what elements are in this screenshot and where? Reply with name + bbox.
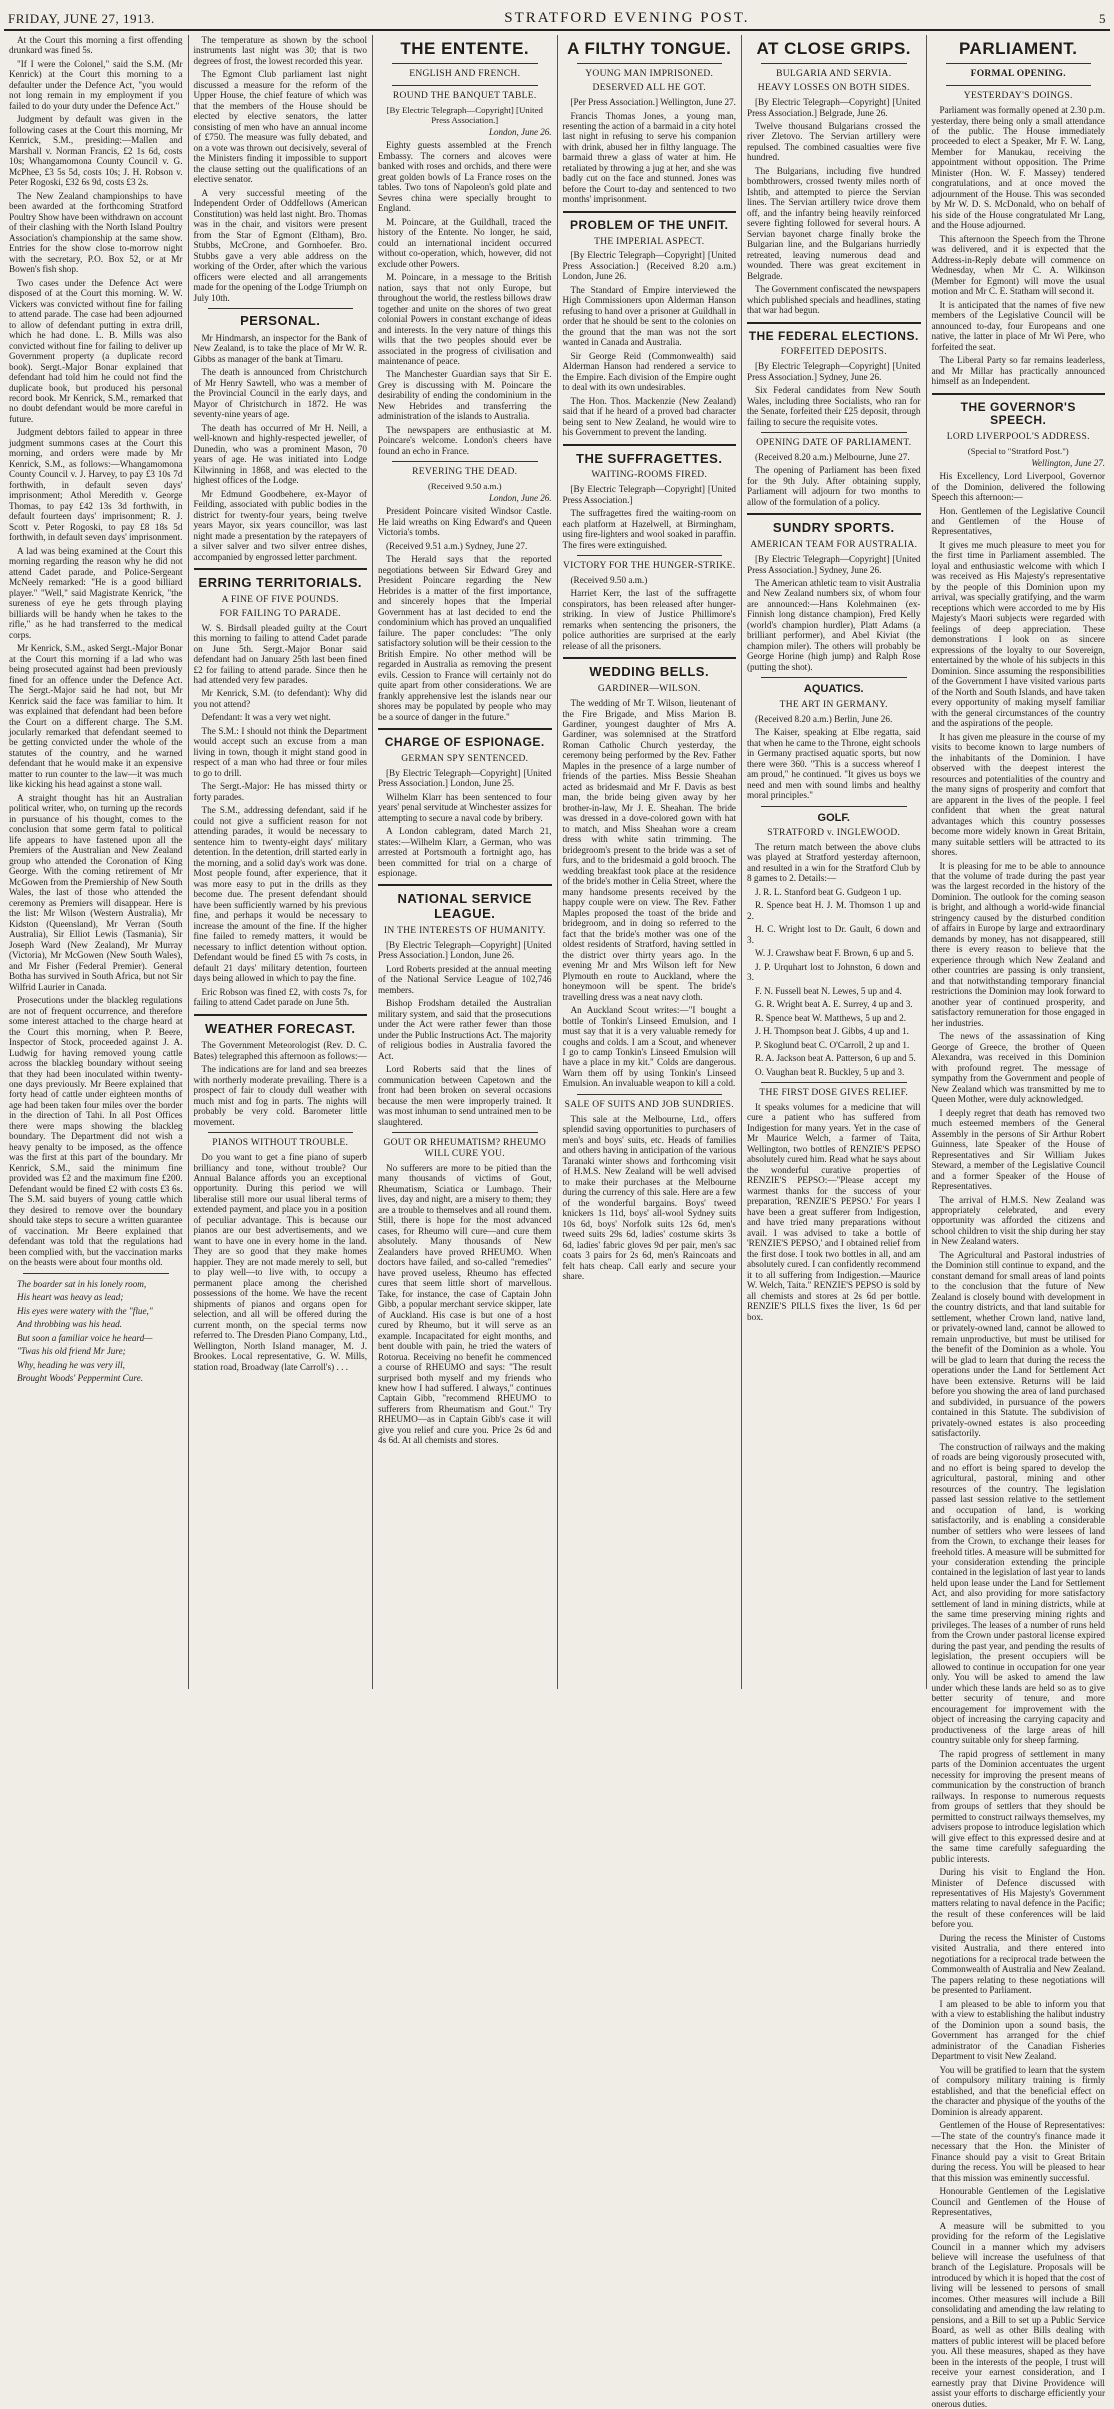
paragraph: Bishop Frodsham detailed the Australian military system, and said that the prosecutions under the Act were rather fewer than those under the Public Instructions Act. The majority of religious bodies in Australia favored the Act. (378, 998, 552, 1061)
erring-subhead: A FINE OF FIVE POUNDS. (221, 594, 339, 605)
golf-body (747, 842, 921, 1077)
paragraph: [By Electric Telegraph—Copyright] [United Press Association.] Sydney, June 26. (747, 554, 921, 575)
governor-special: (Special to "Stratford Post.") (967, 445, 1069, 456)
paragraph: The Standard of Empire interviewed the High Commissioners upon Alderman Hanson refusing to hand over a prisoner at Guildhall in order that he should be sent to the colonies on the ground that the man was not the sort wanted in Canada and Australia. (562, 284, 736, 348)
paragraph: [Per Press Association.] Wellington, June 27. (570, 97, 736, 108)
aquatics-subhead: THE ART IN GERMANY. (779, 699, 888, 710)
divider (194, 568, 368, 570)
filthy-subhead-2: DESERVED ALL HE GOT. (592, 83, 706, 94)
suffragettes-subhead: WAITING-ROOMS FIRED. (591, 470, 708, 481)
local-news (9, 35, 183, 1268)
divider (761, 1082, 907, 1083)
paragraph: (Received 9.51 a.m.) Sydney, June 27. (386, 540, 528, 551)
sale-body (563, 1114, 737, 1282)
paragraph: Defendant: It was a very wet night. (201, 712, 331, 723)
grips-subhead-2: HEAVY LOSSES ON BOTH SIDES. (757, 83, 910, 94)
paragraph: His Excellency, Lord Liverpool, Governor of the Dominion, delivered the following Speech this afternoon:— (931, 471, 1105, 503)
paragraph: "Twas his old friend Mr Jure; (17, 1346, 126, 1357)
nsl-headline: NATIONAL SERVICE LEAGUE. (397, 891, 532, 922)
paragraph: The Sergt.-Major: He has missed thirty or forty parades. (193, 781, 367, 802)
paragraph: You will be gratified to learn that the system of compulsory military training is firmly established, and that the beneficial effect on the character and physique of the youths of the Dominion is already apparent. (931, 2064, 1105, 2117)
paragraph: Twelve thousand Bulgarians crossed the river Zletovo. The Servian artillery were repulsed. The combined casualties were five hundred. (747, 121, 921, 163)
divider (577, 555, 723, 556)
paragraph: The suffragettes fired the waiting-room on each platform at Hazelwell, at Birmingham, using fire-lighters and wool soaked in paraffin. The fires were extinguished. (562, 508, 736, 550)
divider (208, 308, 354, 309)
entente-subhead-2: ROUND THE BANQUET TABLE. (392, 91, 537, 102)
paragraph: Gentlemen of the House of Representatives:—The state of the country's finance made it necessary that the Hon. the Minister of Finance should pay a visit to Great Britain during the recess. You will be pleased to hear that this mission was eminently successful. (931, 2120, 1105, 2183)
opening-body (747, 452, 921, 507)
paragraph: M. Poincare, in a message to the British nation, says that not only Europe, but throughout the world, the restless billows draw together and unite on the shores of two great colonial Powers in constant exchange of ideas and interests. In the very nature of things this wills that the two peoples should ever be associated in the progress of civilisation and maintenance of peace. (378, 272, 552, 366)
paragraph: The S.M., addressing defendant, said if he could not give a sufficient reason for not attending parades, it would be necessary to sentence him to twenty-eight days' military detention. In the detention, drill started early in the morning, and a solid day's work was done. Most people found, after experience, that it was more easy to put in the drills as they become due. The present defendant should have been sufficiently warned by his previous fine, and perhaps it would be necessary to increase the amount of the fine. If the higher fine failed to remedy matters, it would be necessary to inflict detention without option. Defendant would be fined £5 with 7s costs, in default 21 days' military detention, fourteen days being allowed in which to pay the fine. (193, 805, 367, 984)
filthy-headline: A FILTHY TONGUE. (567, 39, 732, 58)
paragraph: During the recess the Minister of Customs visited Australia, and there entered into negotiations for a reciprocal trade between the Commonwealth of Australia and New Zealand. The papers relating to these negotiations will be presented to Parliament. (931, 1932, 1105, 1996)
paragraph: Parliament was formally opened at 2.30 p.m. yesterday, there being only a small attendance of the public. The House immediately proceeded to elect a Speaker, Mr F. W. Lang, Member for Manukau, receiving the appointment without opposition. The Prime Minister (Hon. W. F. Massey) tendered congratulations, and at once moved the adjournment of the House. This was seconded by Mr W. D. S. McDonald, who on behalf of his side of the House congratulated Mr Lang, and the House adjourned. (931, 105, 1105, 231)
column-2 (189, 35, 374, 1689)
divider (577, 63, 723, 64)
paragraph: It speaks volumes for a medicine that will cure a patient who has suffered from Indigestion for many years. Yet in the case of Mr Maurice Welch, a farmer of Taita, Wellington, two bottles of RENZIE'S PEPSO absolutely cured him. Read what he says about the wonderful curative properties of RENZIE'S PEPSO:—"Please accept my warmest thanks for the success of your preparation, 'RENZIE'S PEPSO.' For years I have been a great sufferer from Indigestion, and have tried many preparations without avail. I was advised to take a bottle of 'RENZIE'S PEPSO,' and I obtained relief from the first dose. I took two bottles in all, and am absolutely cured. I can confidently recommend it to all suffering from Indigestion.—Maurice W. Welch, Taita." RENZIE'S PEPSO is sold by all chemists and stores at 2s 6d per bottle. RENZIE'S PILLS fixes the liver, 1s 6d per box. (747, 1101, 921, 1322)
relief-headline: THE FIRST DOSE GIVES RELIEF. (759, 1088, 909, 1099)
column-4 (558, 35, 743, 1689)
paragraph: Lord Roberts presided at the annual meeting of the National Service League of 102,746 members. (378, 963, 552, 995)
pianos-body (194, 1152, 368, 1372)
personal-headline: PERSONAL. (240, 313, 321, 329)
paragraph: A measure will be submitted to you providing for the reform of the Legislative Council in a manner which my advisers believe will increase the usefulness of that branch of the Legislature. Proposals will be introduced by which it is hoped that the cost of living will be lessened to persons of small incomes. Other measures will include a Bill consolidating and amending the law relating to pensions, and a Bill to set up a Public Service Board, as well as other Bills dealing with matters of public interest will be placed before you. All these measures, shaped as they have been in the interests of the people, I trust will receive your earnest consideration, and I earnestly pray that Divine Providence will assist your efforts to discharge efficiently your onerous duties. (931, 2220, 1105, 2409)
paragraph: The Manchester Guardian says that Sir E. Grey is discussing with M. Poincare the desirability of ending the condominium in the New Hebrides and transferring the administration of the islands to Australia. (378, 369, 552, 422)
divider (761, 432, 907, 433)
column-6 (927, 35, 1111, 2409)
page-number: 5 (1098, 11, 1106, 26)
nsl-body (378, 940, 552, 1127)
wedding-headline: WEDDING BELLS. (589, 664, 710, 680)
paragraph: The return match between the above clubs was played at Stratford yesterday afternoon, and resulted in a win for the Stratford Club by 8 games to 2. Details:— (747, 841, 921, 884)
divider (392, 1132, 538, 1133)
paragraph: W. J. Crawshaw beat F. Brown, 6 up and 5. (755, 948, 914, 959)
governor-headline: THE GOVERNOR'S SPEECH. (960, 399, 1076, 428)
paragraph: The temperature as shown by the school instruments last night was 30; that is two degrees of frost, the lowest recorded this year. (193, 35, 367, 66)
paragraph: The news of the assassination of King George of Greece, the brother of Queen Alexandra, was received in this Dominion with profound regret. The message of sympathy from the Government and people of New Zealand which was transmitted by me to Queen Mother, were duly acknowledged. (931, 1031, 1105, 1105)
paragraph: It has given me pleasure in the course of my visits to become known to large numbers of the inhabitants of the Dominion. I have observed with the deepest interest the resources and potentialities of the country and the many signs of prosperity and comfort that are apparent in the lives of the people. I feel confident that when the great natural advantages which this country possesses become more widely known in Great Britain, many suitable settlers will be attracted to its shores. (931, 731, 1105, 858)
divider (378, 884, 552, 886)
parliament-body (932, 105, 1106, 387)
revering-received: (Received 9.50 a.m.) (427, 481, 502, 492)
paragraph: Lord Roberts said that the lines of communication between Capetown and the front had been broken on several occasions because the men were improperly trained. It was most inhuman to send untrained men to be slaughtered. (378, 1064, 552, 1127)
paragraph: Do you want to get a fine piano of superb brilliancy and tone, without trouble? Our Annual Balance affords you an exceptional opportunity. During this period we will liberalise still more our usual liberal terms of extended payment, and place you in a position of peculiar advantage. This is because our pianos are our best advertisements, and we want to have one in every home in the land. They are so good that they make homes happier. They are not made merely to sell, but to play well—to live with, to occupy a permanent place among the cherished possessions of the home. We have the recent shipments of pianos and organs open for selection, and all will be offered during the current month, on the special terms now referred to. The Dresden Piano Company, Ltd., Wellington, North Island manager, M. J. Brookes. Local representative, G. W. Mills, station road, Broadway (late Carroll's) . . . (193, 1152, 367, 1372)
opening-headline: OPENING DATE OF PARLIAMENT. (756, 438, 912, 449)
divider (761, 63, 907, 64)
divider (932, 393, 1106, 395)
divider (392, 85, 538, 86)
paragraph: The Herald says that the reported negotiations between Sir Edward Grey and President Poincare regarding the New Hebrides is a matter of the first importance, and sincerely hopes that the Imperial Government has at last decided to end the condominium which has proved an unqualified failure. The paper concludes: "The only satisfactory solution will be their cession to the British Empire. No other method will be regarded in Australia as removing the present evils. Cession to France will certainly not do quite apart from other considerations. We are frankly apprehensive lest the islands near our shores may be populated by people who may be a source of danger in the future." (378, 554, 552, 722)
espionage-body (378, 768, 552, 879)
divider (392, 461, 538, 462)
divider (208, 1132, 354, 1133)
paragraph: [By Electric Telegraph—Copyright] [United Press Association.] (562, 484, 736, 505)
pianos-headline: PIANOS WITHOUT TROUBLE. (212, 1138, 349, 1149)
entente-dateline: London, June 26. (489, 127, 552, 138)
paragraph: [By Electric Telegraph—Copyright] [United Press Association.] Sydney, June 26. (747, 361, 921, 382)
divider (761, 677, 907, 678)
paragraph: The indications are for land and sea breezes with northerly moderate prevailing. There is a prospect of fair to cloudy dull weather with much mist and fog in parts. The nights will probably be very cold. Barometer little movement. (193, 1064, 367, 1127)
gout-body (378, 1163, 552, 1446)
paragraph: Prosecutions under the blackleg regulations are not of frequent occurrence, and therefore some interest attached to the charge heard at the Court this morning, when P. Beere, Inspector of Stock, proceeded against J. A. Ludwig for having removed young cattle across the blackleg boundary without seeing that they had been inoculated within twenty-one days previously. Mr Beere explained that forty head of cattle under eighteen months of age had been taken four miles over the border in the direction of Tahi. In all Post Offices there were maps showing the blackleg boundary. The Department did not wish a heavy penalty to be imposed, as the offence was the first at this part of the boundary. Mr Kenrick, S.M., said the minimum fine provided was £2 and the maximum fine £200. Defendant would be fined £2 with costs £3 6s. The S.M. said buyers of young cattle which they desired to remove over the boundary should take steps to secure a written guarantee of vaccination. Mr Beere explained that defendant was told that the regulations had been complied with, but the vaccination marks on the beasts were about four months old. (9, 995, 183, 1268)
paragraph: (Received 8.20 a.m.) Berlin, June 26. (755, 713, 893, 724)
paragraph: Eighty guests assembled at the French Embassy. The corners and alcoves were banked with roses and orchids, and there were great golden bowls of La France roses on the tables. Two tons of Napoleon's gold plate and Sevres china were specially brought to England. (378, 140, 552, 214)
paragraph: Judgment by default was given in the following cases at the Court this morning, Mr Kenrick, S.M., presiding:—Mallen and Marshall v. Norman Francis, £2 1s 6d, costs 10s; Whangamomona County Council v. G. McPhee, £3 5s 5d, costs 10s; J. H. Robson v. Peter Rogoski, £32 6s 9d, costs £3 2s. (9, 114, 183, 188)
paragraph: Wilhelm Klarr has been sentenced to four years' penal servitude at Winchester assizes for attempting to secure a naval code by bribery. (378, 791, 552, 823)
paragraph: The arrival of H.M.S. New Zealand was appropriately celebrated, and every opportunity was afforded the citizens and school children to visit the ship during her stay in New Zealand waters. (931, 1194, 1105, 1247)
sundry-headline: SUNDRY SPORTS. (772, 520, 895, 536)
entente-body (378, 140, 552, 456)
paragraph: R. A. Jackson beat A. Patterson, 6 up and 5. (755, 1053, 916, 1064)
entente-headline: THE ENTENTE. (400, 39, 530, 58)
paragraph: It gives me much pleasure to meet you for the first time in Parliament assembled. The loyal and enthusiastic welcome with which I was received as His Majesty's representative by the people of this Dominion upon my arrival, was specially gratifying, and the warm receptions which were accorded to me by His Majesty's Maori subjects were regarded with feelings of deep appreciation. These demonstrations I look on as sincere expressions of the loyalty to our Sovereign, entertained by the whole of his subjects in this Dominion. Since assuming the responsibilities of the Government I have visited various parts of the North and South Islands, and have taken every opportunity of making myself familiar with the general circumstances of the country and the aspirations of the people. (931, 539, 1105, 729)
victory-headline: VICTORY FOR THE HUNGER-STRIKE. (563, 561, 736, 572)
golf-subhead: STRATFORD v. INGLEWOOD. (767, 828, 901, 839)
paragraph: I deeply regret that death has removed two much esteemed members of the General Assembly in the persons of Sir Arthur Robert Guinness, late Speaker of the House of Representatives and Sir William Jukes Steward, a member of the Legislative Council and a former Speaker of the House of Representatives. (931, 1107, 1105, 1192)
paragraph: J. H. Thompson beat J. Gibbs, 4 up and 1. (755, 1026, 909, 1037)
governor-subhead: LORD LIVERPOOL'S ADDRESS. (946, 431, 1090, 442)
federal-headline: THE FEDERAL ELECTIONS. (748, 328, 919, 343)
erring-body (194, 623, 368, 1008)
paragraph: The newspapers are enthusiastic at M. Poincare's welcome. London's cheers have found an echo in France. (378, 424, 552, 456)
column-1 (4, 35, 189, 1689)
paragraph: R. Spence beat H. J. M. Thomson 1 up and 2. (747, 900, 921, 921)
paragraph: The Government Meteorologist (Rev. D. C. Bates) telegraphed this afternoon as follows:— (193, 1040, 367, 1061)
column-3 (373, 35, 558, 1689)
grips-subhead: BULGARIA AND SERVIA. (776, 69, 892, 80)
entente-credit: [By Electric Telegraph—Copyright] [United Press Association.] (386, 105, 543, 126)
divider (747, 513, 921, 515)
paragraph: [By Electric Telegraph—Copyright] [United Press Association.] (Received 8.20 a.m.) London, June 26. (562, 250, 736, 282)
paragraph: At the Court this morning a first offending drunkard was fined 5s. (9, 35, 183, 56)
paragraph: "If I were the Colonel," said the S.M. (Mr Kenrick) at the Court this morning to a defaulter under the Defence Act, "you would not long remain in my employment if you failed to do your duty under the Defence Act." (9, 58, 183, 111)
paragraph: But soon a familiar voice he heard— (17, 1332, 153, 1343)
paragraph: The opening of Parliament has been fixed for the 9th July. After obtaining supply, Parliament will adjourn for two months to allow of the formulation of a policy. (747, 465, 921, 507)
divider (392, 63, 538, 64)
divider (946, 85, 1092, 86)
erring-subhead-2: FOR FAILING TO PARADE. (219, 608, 341, 619)
paragraph: W. S. Birdsall pleaded guilty at the Court this morning to failing to attend Cadet parade on June 5th. Sergt.-Major Bonar said defendant had on January 25th last been fined £2 for failing to attend parade. Since then he had attended very few parades. (193, 622, 367, 685)
paragraph: During his visit to England the Hon. Minister of Defence discussed with representatives of His Majesty's Government matters relating to naval defence in the Pacific; the result of these conferences will be laid before you. (931, 1867, 1105, 1930)
paragraph: And throbbing was his head. (17, 1319, 123, 1330)
paragraph: The Egmont Club parliament last night discussed a measure for the reform of the Upper House, the chief feature of which was that the members of the House should be elected by elective senators, the latter consisting of men who have an annual income of £750. The measure was fully debated, and on a vote was thrown out decisively, several of the Ministers finding it impossible to support the clause setting out the qualifications of an elective senator. (193, 69, 367, 185)
espionage-subhead: GERMAN SPY SENTENCED. (401, 753, 529, 764)
relief-body (747, 1102, 921, 1322)
paragraph: The construction of railways and the making of roads are being vigorously prosecuted with, and no effort is being spared to develop the agricultural, pastoral, mining and other resources of the country. The legislation passed last session relative to the settlement and occupation of land, is working satisfactorily, and is enabling a considerable number of settlers who were lessees of land from the Crown, to exchange their leases for freehold titles. A measure will be submitted for your consideration extending the principle contained in the legislation of last year to lands held upon lease under the Land for Settlement Act, and also providing for more satisfactory settlement of land in mining districts, while at the same time preserving mining rights and privileges. The leases of a number of runs held from the Crown under pastoral license expired during the past year, and pending the results of legislation, the present occupiers will be allowed to continue in occupation for one year only. You will be asked to amend the law under which these lands are held so as to give better security of tenure, and more encouragement for improvement with the object of increasing the carrying capacity and productiveness of the large areas of hill country suitable only for sheep farming. (931, 1441, 1105, 1746)
sale-headline: SALE OF SUITS AND JOB SUNDRIES. (564, 1099, 734, 1110)
aquatics-body (747, 714, 921, 801)
grips-body (747, 97, 921, 316)
gout-headline: GOUT OR RHEUMATISM? RHEUMO WILL CURE YOU. (383, 1138, 547, 1159)
paragraph: Brought Woods' Peppermint Cure. (17, 1373, 143, 1384)
suffragettes-body (563, 484, 737, 550)
revering-headline: REVERING THE DEAD. (412, 467, 518, 478)
divider (23, 1273, 169, 1274)
aquatics-headline: AQUATICS. (803, 683, 864, 696)
paragraph: The New Zealand championships to have been awarded at the forthcoming Stratford Poultry Show have been withdrawn on account of their clashing with the North Island Poultry Association's championship at the same show. Entries for the show close to-morrow night with the secretary, P.O. Box 52, or at Mr Bowen's fish shop. (9, 190, 183, 275)
divider (378, 728, 552, 730)
paragraph: This afternoon the Speech from the Throne was delivered, and it is expected that the Address-in-Reply debate will commence on Wednesday, when Mr C. A. Wilkinson (Member for Egmont) will move the usual motion and Mr C. E. Statham will second it. (931, 233, 1105, 297)
filthy-body (563, 97, 737, 205)
grips-headline: AT CLOSE GRIPS. (756, 39, 912, 58)
paragraph: It is pleasing for me to be able to announce that the volume of trade during the past year was the largest recorded in the history of the Dominion. The outlook for the coming season is bright, and although a world-wide financial stringency caused by the disturbed condition of affairs in Europe by large and extraordinary demands by money, has not disappeared, still there is every reason to believe that the experience through which New Zealand and other countries are passing is only transient, and that notwithstanding temporary financial restrictions the Dominion may look forward to another year of continued prosperity, and satisfactory remuneration for those engaged in her industries. (931, 860, 1105, 1028)
paragraph: The Liberal Party so far remains leaderless, and Mr Millar has practically announced himself as an Independent. (931, 355, 1105, 387)
divider (577, 1094, 723, 1095)
paragraph: The American athletic team to visit Australia and New Zealand numbers six, of whom four are announced:—Hans Kolehmainen (ex-Finnish long distance champion), Fred Kelly (world's champion hurdler), Platt Adams (a brilliant performer), and Abel Kiviat (the champion miler). The others will probably be George Horine (high jump) and Ralph Rose (putting the shot). (747, 577, 921, 672)
erring-headline: ERRING TERRITORIALS. (198, 575, 363, 591)
columns (4, 35, 1110, 2409)
column-5 (742, 35, 927, 1689)
governor-body (932, 471, 1106, 2409)
parliament-headline: PARLIAMENT. (958, 39, 1078, 58)
weather-body (194, 1040, 368, 1127)
paragraph: R. Spence beat W. Matthews, 5 up and 2. (755, 1012, 907, 1023)
paragraph: M. Poincare, at the Guildhall, traced the history of the Entente. No longer, he said, could an international incident occurred without co-operation, which, however, did not exclude other Powers. (378, 216, 552, 269)
paragraph: (Received 9.50 a.m.) (570, 574, 648, 585)
paragraph: It is anticipated that the names of five new members of the Legislative Council will be announced to-day, four Europeans and one native, the latter in place of Mr Wi Pere, who forfeited the seat. (931, 299, 1105, 352)
paragraph: G. R. Wright beat A. E. Surrey, 4 up and 3. (755, 999, 913, 1010)
parliament-subhead-2: YESTERDAY'S DOINGS. (963, 91, 1073, 102)
paragraph: [By Electric Telegraph—Copyright] [United Press Association.] Belgrade, June 26. (747, 97, 921, 118)
wedding-body (563, 698, 737, 1089)
paragraph: Two cases under the Defence Act were disposed of at the Court this morning. W. W. Vickers was convicted without fine for failing to attend parade. The case had been adjourned to allow of defendant putting in extra drill, which he had done. L. B. Mills was also convicted without fine for failing to deliver up Government property (a duplicate record book). Sergt.-Major Bonar explained that defendant had told him he could not find the duplicate book, but produced his personal record book. Mr Kenrick, S.M., remarked that no doubt defendant would be more careful in future. (9, 277, 183, 424)
paragraph: A straight thought has hit an Australian political writer, who, on turning up the records in pursuance of his thought, comes to the conclusion that some germ fatal to political life appears to have fastened upon all the Premiers of the Australian and New Zealand group who attended the Coronation of King George. With the coming retirement of Mr McGowen from the Premiership of New South Wales, the last of those who attended the ceremony as Premiers will disappear. Here is the list: Mr Wilson (Western Australia), Mr Kidston (Queensland), Mr Verran (South Australia), Sir Elliot Lewis (Tasmania), Sir Joseph Ward (New Zealand), Mr Murray (Victoria), Mr McGowen (New South Wales), and Mr Fisher (Federal Premier). General Botha has survived in South Africa, but not Sir Wilfrid Laurier in Canada. (9, 792, 183, 992)
paragraph: President Poincare visited Windsor Castle. He laid wreaths on King Edward's and Queen Victoria's tombs. (378, 506, 552, 538)
paragraph: Eric Robson was fined £2, with costs 7s, for failing to attend Cadet parade on June 5th. (193, 986, 367, 1008)
paragraph: A very successful meeting of the Independent Order of Oddfellows (American Constitution) was held last night. Bro. Thomas was in the chair, and visitors were present from the Star of Egmont (Eltham), Bro. Stubbs, McCrone, and Gornhoefer. Bro. Stubbs gave a very able address on the working of the Order, after which the various officers were elected and all arrangements made for the opening of the Lodge Triumph on July 10th. (193, 187, 367, 303)
victory-body (563, 575, 737, 651)
issue-date: FRIDAY, JUNE 27, 1913. (8, 11, 155, 26)
paragraph: The Agricultural and Pastoral industries of the Dominion still continue to expand, and the constant demand for small areas of land points to the conclusion that the future of New Zealand is closely bound with development in the country districts, and that land suitable for settlement, whether Crown land, native land, or privately-owned land, cannot be allowed to remain unproductive, but must be utilised for the benefit of the Dominion as a whole. You will be glad to learn that during the recess the operations under the Land for Settlement Act have been extensive. Returns will be laid before you showing the area of land purchased and subdivided, in pursuance of the powers contained in this Statute. The subdivision of privately-owned estates is also proceeding satisfactorily. (931, 1249, 1105, 1439)
golf-headline: GOLF. (817, 811, 850, 824)
sundry-body (747, 554, 921, 672)
paragraph: [By Electric Telegraph—Copyright] [United Press Association.] London, June 25. (378, 767, 552, 789)
suffragettes-headline: THE SUFFRAGETTES. (576, 450, 723, 466)
weather-headline: WEATHER FORECAST. (204, 1020, 356, 1036)
entente-subhead: ENGLISH AND FRENCH. (409, 69, 521, 80)
paragraph: The boarder sat in his lonely room, (17, 1278, 147, 1289)
revering-body (378, 506, 552, 722)
paragraph: The Bulgarians, including five hundred bombthrowers, crossed twenty miles north of Ishtib, and attempted to pierce the Servian lines. The Servian artillery twice drove them off, and the infantry being heavily reinforced severe fighting followed for several hours. A Servian bayonet charge finally broke the Bulgarian line, and the Bulgarians hurriedly retreated, leaving numerous dead and wounded. There was great excitement in Belgrade. (747, 165, 921, 281)
peppermint-verse (9, 1279, 183, 1384)
paragraph: The S.M.: I should not think the Department would accept such an excuse from a man living in town, though it might stand good in respect of a man who had three or four miles to go to drill. (193, 725, 367, 778)
paragraph: The Hon. Thos. Mackenzie (New Zealand) said that if he heard of a proved bad character being sent to New Zealand, he would wire to his Government to prevent the landing. (562, 395, 736, 438)
revering-dateline: London, June 26. (489, 493, 552, 504)
paragraph: The Government confiscated the newspapers which published specials and headlines, stating that war had begun. (747, 284, 921, 316)
paragraph: Why, heading he was very ill, (17, 1359, 125, 1370)
paragraph: Six Federal candidates from New South Wales, including three Socialists, who ran for the Senate, forfeited their £25 deposit, through failing to secure the requisite votes. (747, 385, 921, 427)
paragraph: An Auckland Scout writes:—"I bought a bottle of Tonkin's Linseed Emulsion, and I must say that it is a very valuable remedy for coughs and colds. I am a Scout, and whenever I go to camp Tonkin's Linseed Emulsion will have a place in my kit." Colds are dangerous. Warn them off by using Tonkin's Linseed Emulsion. An invaluable weapon to kill a cold. (562, 1005, 736, 1089)
divider (563, 211, 737, 213)
paragraph: J. R. L. Stanford beat G. Gudgeon 1 up. (755, 886, 902, 897)
masthead (4, 3, 1110, 31)
sundry-subhead: AMERICAN TEAM FOR AUSTRALIA. (750, 540, 918, 551)
paragraph: Judgment debtors failed to appear in three judgment summons cases at the Court this morning, and orders were made by Mr Kenrick, S.M., as follows:—Whangamomona County Council v. J. Harvey, to pay £3 10s 7d forthwith, in default seven days' imprisonment; Athol Meredith v. George Thomas, to pay £42 13s 3d forthwith, in default fourteen days' imprisonment; R. J. Scott v. Peter Rogoski, to pay £8 18s 5d forthwith, in default seven days' imprisonment. (9, 427, 183, 543)
nsl-subhead: IN THE INTERESTS OF HUMANITY. (383, 926, 546, 937)
unfit-subhead: THE IMPERIAL ASPECT. (594, 236, 705, 247)
paragraph: The rapid progress of settlement in many parts of the Dominion accentuates the urgent necessity for improving the present means of communication by the construction of branch railways. In response to numerous requests from groups of settlers that they should be permitted to construct railways themselves, my advisers propose to introduce legislation which will give effect to this expressed desire and at the same time carefully safeguarding the public interests. (931, 1748, 1105, 1864)
paragraph: (Received 8.20 a.m.) Melbourne, June 27. (755, 451, 910, 462)
paragraph: The death is announced from Christchurch of Mr Henry Sawtell, who was a member of the Provincial Council in the early days, and Mayor of Christchurch in 1872. He was seventy-nine years of age. (193, 367, 367, 420)
paragraph: P. Skoglund beat C. O'Carroll, 2 up and 1. (755, 1039, 910, 1050)
paragraph: The death has occurred of Mr H. Neill, a well-known and highly-respected jeweller, of Dunedin, who was a prominent Mason, 70 years of age. He was initiated into Lodge Kilwinning in 1868, and was elected to the highest offices of the Lodge. (193, 422, 367, 486)
filthy-subhead: YOUNG MAN IMPRISONED. (585, 69, 714, 80)
paragraph: Mr Kenrick, S.M., asked Sergt.-Major Bonar at the Court this morning if a lad who was being prosecuted against had been previously fined for an offence under the Defence Act. The Sergt.-Major said he had not, but Mr Kenrick said the face was familiar to him. It was explained that defendant had been before the Court on a different charge. The S.M. jocularly remarked that defendant seemed to be getting convicted under the whole of the statutes of the country, and he warned defendant that he would make it an expensive matter to run counter to the law—it was much like kicking his head against a stone wall. (9, 643, 183, 790)
paragraph: His heart was heavy as lead; (17, 1292, 124, 1303)
paragraph: Harriet Kerr, the last of the suffragette conspirators, has been released after hunger-striking. In view of Justice Phillimore's remarks when sentencing the prisoners, the police authorities are surprised at the early release of all the prisoners. (562, 588, 736, 651)
paragraph: Francis Thomas Jones, a young man, resenting the action of a barmaid in a city hotel last night in refusing to serve his companion with drink, abused her in filthy language. The barmaid threw a glass of water at him. He retaliated by throwing a jug at her, and she was badly cut on the face and stunned. Jones was before the Court to-day and sentenced to two months' imprisonment. (562, 110, 736, 205)
newspaper-page (4, 3, 1110, 2409)
unfit-body (563, 250, 737, 437)
local-notes (194, 35, 368, 303)
governor-dateline: Wellington, June 27. (1031, 457, 1105, 468)
parliament-subhead: FORMAL OPENING. (970, 69, 1066, 80)
paragraph: I am pleased to be able to inform you that with a view to establishing the halibut industry of the Dominion upon a sound basis, the Government has arranged for the chief administrator of the Canadian Fisheries Department to visit New Zealand. (931, 1998, 1105, 2062)
paragraph: F. N. Fussell beat N. Lewes, 5 up and 4. (755, 985, 902, 996)
divider (946, 63, 1092, 64)
wedding-subhead: GARDINER—WILSON. (597, 684, 701, 695)
personal-items (194, 333, 368, 562)
paragraph: Mr Edmund Goodbehere, ex-Mayor of Feilding, associated with public bodies in the district for twenty-four years, being twelve years Mayor, six years councillor, was last night made a presentation by the ratepayers of a silver salver and two silver entree dishes, accompanied by engrossed letter parchment. (193, 488, 367, 562)
paragraph: This sale at the Melbourne, Ltd., offers splendid saving opportunities to purchasers of men's and boys' suits, etc. Heads of families and others having in anticipation of the various Taranaki winter shows and forthcoming visit of H.M.S. New Zealand will be well advised to make their purchases at the Melbourne during the currency of this sale. Here are a few of the wonderful bargains. Boys' tweed knickers 1s 11d, boys' all-wool Sydney suits 10s 6d, boys' Norfolk suits 12s 6d, men's tweed suits 29s 6d, ladies' costume skirts 3s 6d, ladies' fabric gloves 9d per pair, men's sac coats 3 pairs for 2s 6d, men's Raincoats and felt hats cheap. Call early and secure your share. (562, 1113, 736, 1282)
paragraph: His eyes were watery with the "flue," (17, 1305, 153, 1316)
paragraph: Mr Hindmarsh, an inspector for the Bank of New Zealand, is to take the place of Mr W. R. Gibbs as manager of the bank at Timaru. (193, 332, 367, 364)
unfit-headline: PROBLEM OF THE UNFIT. (570, 217, 729, 232)
newspaper-title: STRATFORD EVENING POST. (504, 10, 750, 26)
paragraph: H. C. Wright lost to Dr. Gault, 6 down and 3. (747, 924, 921, 945)
divider (747, 322, 921, 324)
paragraph: O. Vaughan beat R. Buckley, 5 up and 3. (755, 1066, 905, 1077)
espionage-headline: CHARGE OF ESPIONAGE. (384, 735, 545, 750)
paragraph: No sufferers are more to be pitied than the many thousands of victims of Gout, Rheumatism, Sciatica or Lumbago. Their lives, day and night, are a misery to them; they are a trouble to themselves and all round them. Still, there is hope for the most advanced cases, for Rheumo will cure—and cure them absolutely. Many thousands of New Zealanders have proved RHEUMO. When doctors have failed, and so-called "remedies" have proved useless, Rheumo has effected cures that seem little short of marvellous. Take, for instance, the case of Captain John Gibb, a popular merchant service skipper, late of Auckland. His case is but one of a host cured by Rheumo, but it will serve as an example. Incapacitated for eight months, and bent double with pain, he tried the waters of Rotorua. Receiving no benefit he commenced a course of RHEUMO and says: "The result surprised both myself and my friends who knew how I had suffered. I always," continues Captain Gibb, "recommend RHEUMO to sufferers from Rheumatism and Gout." Try RHEUMO—as in Captain Gibb's case it will give you relief and cure you. Price 2s 6d and 4s 6d. At all chemists and stores. (378, 1162, 552, 1446)
divider (563, 657, 737, 659)
federal-body (747, 361, 921, 427)
paragraph: A London cablegram, dated March 21, states:—Wilhelm Klarr, a German, who was arrested at Portsmouth a fortnight ago, has been committed for trial on a charge of espionage. (378, 826, 552, 878)
paragraph: The wedding of Mr T. Wilson, lieutenant of the Fire Brigade, and Miss Marion B. Gardiner, youngest daughter of Mrs A. Gardiner, was solemnised at the Stratford Roman Catholic Church yesterday, the ceremony being performed by the Rev. Father Maples in the presence of a large number of friends of the parties. Miss Bessie Sheahan acted as bridesmaid and Mr F. Davis as best man, the bride being given away by her brother-in-law, Mr J. E. Sheahan. The bride was dressed in a dove-colored gown with hat to match, and Miss Sheahan wore a cream dress with white satin trimming. The bridegroom's present to the bride was a set of furs, and to the bridesmaid a gold brooch. The wedding breakfast took place at the residence of the bride's mother in Celia Street, where the many handsome presents received by the happy couple were on view. The Rev. Father Maples proposed the toast of the bride and bridegroom, and in doing so referred to the fact that the bride's mother was one of the oldest residents of Stratford, having settled in the district over thirty years ago. In the evening Mr and Mrs Wilson left for New Plymouth en route to Auckland, where the honeymoon will be spent. The bride's travelling dress was a neat navy cloth. (562, 698, 736, 1002)
paragraph: The Kaiser, speaking at Elbe regatta, said that when he came to the Throne, eight schools in Germany practised aquatic sports, but now there were 360. "This is a success whereof I am proud," he continued. "It gives us boys we need and men with sound limbs and healthy moral principles." (747, 727, 921, 801)
paragraph: A lad was being examined at the Court this morning regarding the reason why he did not attend Cadet parade, and Police-Sergeant McNeely remarked: "He is a good billiard player." "Well," said Magistrate Kenrick, "the sureness of eye he gets through playing billiards will be handy when he takes to the rifle," as he had transferred to the medical corps. (9, 545, 183, 640)
paragraph: [By Electric Telegraph—Copyright] [United Press Association.] London, June 26. (378, 939, 552, 961)
paragraph: Hon. Gentlemen of the Legislative Council and Gentlemen of the House of Representatives, (931, 505, 1105, 537)
paragraph: Mr Kenrick, S.M. (to defendant): Why did you not attend? (193, 688, 367, 709)
federal-subhead: FORFEITED DEPOSITS. (780, 347, 887, 358)
divider (563, 444, 737, 446)
divider (761, 806, 907, 807)
paragraph: J. P. Urquhart lost to Johnston, 6 down and 3. (747, 961, 921, 983)
paragraph: Honourable Gentlemen of the Legislative Council and Gentlemen of the House of Representatives, (931, 2186, 1105, 2218)
divider (194, 1014, 368, 1016)
paragraph: Sir George Reid (Commonwealth) said Alderman Hanson had rendered a service to the Empire. Each division of the Empire ought to deal with its own undesirables. (562, 350, 736, 393)
